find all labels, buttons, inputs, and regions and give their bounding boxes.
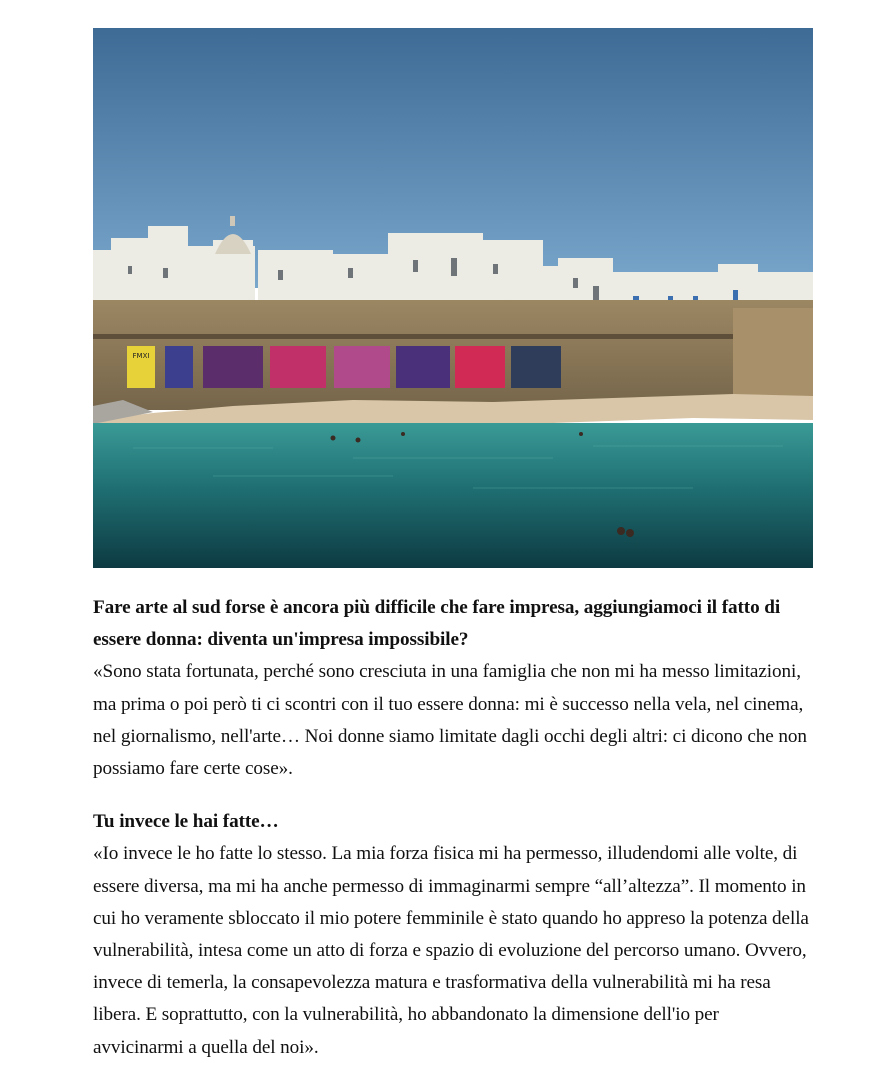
- article: [93, 28, 813, 1064]
- poster-label: FMXI: [132, 352, 150, 360]
- question-1: Fare arte al sud forse è ancora più difficile che fare impresa, aggiungiamoci il fatto di essere donna: diventa un'impresa impossibile?: [93, 597, 781, 651]
- answer-1: «Sono stata fortunata, perché sono cresciuta in una famiglia che non mi ha messo limitazioni, ma prima o poi però ti ci scontri con il tuo essere donna: mi è successo nella vela, nel cinema, nel giornalismo, nell'arte… Noi donne siamo limitate dagli occhi degli altri: ci dicono che non possiamo fare certe cose».: [93, 661, 807, 780]
- sea: [93, 423, 813, 568]
- wall-ledge: [93, 334, 738, 339]
- bastion: [733, 308, 813, 398]
- answer-2: «Io invece le ho fatte lo stesso. La mia forza fisica mi ha permesso, illudendomi alle volte, di essere diversa, ma mi ha anche permesso di immaginarmi sempre “all’altezza”. Il momento in cui ho veramente sbloccato il mio potere femminile è stato quando ho appreso la potenza della vulnerabilità, intesa come un atto di forza e spazio di evoluzione del percorso umano. Ovvero, invece di temerla, la consapevolezza matura e trasformativa della vulnerabilità mi ha resa libera. E soprattutto, con la vulnerabilità, ho abbandonato la dimensione dell'io per avvicinarmi a quella del noi».: [93, 843, 809, 1058]
- wall-posters: [127, 346, 561, 388]
- interview-text: [93, 592, 813, 1064]
- harbor-photo-illustration: [93, 28, 813, 568]
- article-photo: [93, 28, 813, 568]
- city-wall: [93, 300, 813, 410]
- question-2: Tu invece le hai fatte…: [93, 811, 279, 833]
